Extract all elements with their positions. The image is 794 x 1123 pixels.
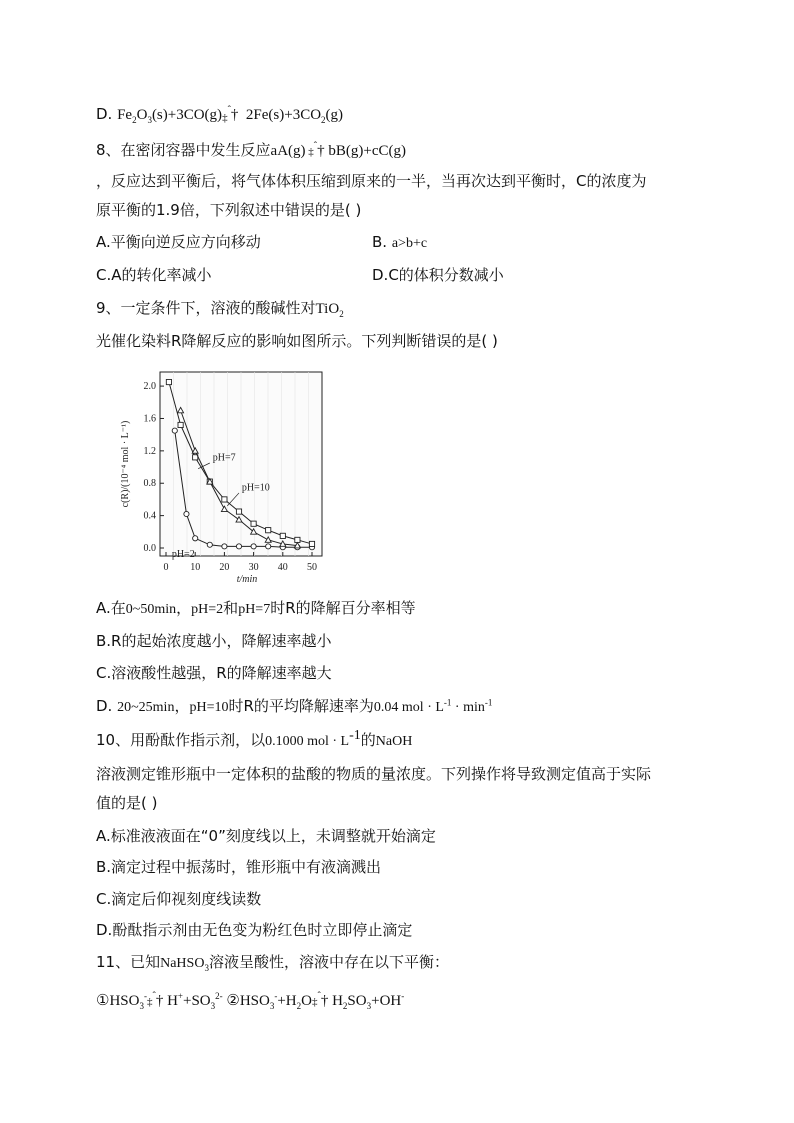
data-point (236, 509, 241, 514)
data-point (184, 511, 189, 516)
x-tick-label: 40 (277, 562, 288, 573)
question-8-option-c: C.A的转化率减小 (96, 266, 212, 284)
data-point (309, 541, 314, 546)
question-9-line2: 光催化染料R降解反应的影响如图所示。下列判断错误的是( ) (96, 332, 498, 350)
degradation-chart (112, 364, 332, 592)
data-point (178, 422, 183, 427)
data-point (166, 379, 171, 384)
question-9-option-c: C.溶液酸性越强，R的降解速率越大 (96, 664, 332, 682)
data-point (266, 544, 271, 549)
data-point (251, 521, 256, 526)
question-9-option-a: A.在0~50min，pH=2和pH=7时R的降解百分率相等 (96, 599, 416, 617)
x-tick-label: 20 (219, 562, 230, 573)
x-axis-label: t/min (236, 574, 258, 585)
option-d-prefix: D. (96, 105, 118, 123)
question-10-option-c: C.滴定后仰视刻度线读数 (96, 890, 262, 908)
question-8-text: 8、在密闭容器中发生反应 (96, 141, 271, 159)
data-point (207, 542, 212, 547)
question-9: 9、一定条件下，溶液的酸碱性对TiO$_2$ (96, 299, 344, 319)
tio2-formula: TiO$_2$ (315, 301, 344, 319)
question-10-line2: 溶液测定锥形瓶中一定体积的盐酸的物质的量浓度。下列操作将导致测定值高于实际 (96, 765, 652, 783)
question-8-option-b: B. a>b+c (372, 233, 428, 251)
data-point (222, 497, 227, 502)
question-11-equilibria: $①HSO_3^-\ddagger^ˆ\dagger$ $H^++SO_3^{2-}$ $②HSO_3^-+H_2O\ddagger^ˆ\dagger$ $H_2SO_3+OH^-$ (96, 991, 405, 1011)
data-point (222, 544, 227, 549)
series-label-ph10: pH=10 (241, 482, 270, 494)
question-10-line3: 值的是( ) (96, 794, 158, 812)
question-10: 10、用酚酞作指示剂，以0.1000 mol · $L^{-1}$的NaOH (96, 728, 413, 749)
option-d-line (96, 100, 343, 129)
equation-fe2o3: $Fe_2O_3(s)+3CO(g)\ddagger^ˆ\dagger$ $2Fe(s)+3CO_2(g)$ (117, 105, 344, 125)
question-8-line2: ，反应达到平衡后，将气体体积压缩到原来的一半，当再次达到平衡时，C的浓度为 (96, 172, 647, 190)
question-8-equation: aA(g) ‡$^ˆ$† bB(g)+cC(g) (270, 141, 406, 159)
data-point (172, 428, 177, 433)
data-point (236, 544, 241, 549)
data-point (193, 536, 198, 541)
y-tick-label: 2.0 (143, 381, 156, 393)
question-8-line3: 原平衡的1.9倍，下列叙述中错误的是( ) (96, 201, 362, 219)
question-8 (96, 136, 406, 163)
y-tick-label: 1.6 (143, 413, 156, 425)
x-tick-label: 50 (307, 562, 317, 573)
question-10-option-a: A.标准液液面在“0”刻度线以上，未调整就开始滴定 (96, 827, 436, 845)
question-10-option-b: B.滴定过程中振荡时，锥形瓶中有液滴溅出 (96, 858, 382, 876)
data-point (266, 528, 271, 533)
series-label-ph2: pH=2 (171, 548, 195, 560)
data-point (280, 533, 285, 538)
series-label-ph7: pH=7 (212, 452, 236, 464)
x-tick-label: 0 (163, 562, 169, 573)
data-point (251, 544, 256, 549)
y-tick-label: 0.8 (143, 478, 156, 490)
x-tick-label: 30 (248, 562, 259, 573)
y-axis-label: c(R)/(10⁻⁴ mol · L⁻¹) (120, 420, 131, 508)
question-9-option-b: B.R的起始浓度越小，降解速率越小 (96, 632, 332, 650)
x-tick-label: 10 (190, 562, 201, 573)
y-tick-label: 0.0 (143, 543, 156, 554)
question-8-option-a: A.平衡向逆反应方向移动 (96, 233, 261, 251)
y-tick-label: 1.2 (143, 445, 156, 457)
question-10-option-d: D.酚酞指示剂由无色变为粉红色时立即停止滴定 (96, 921, 413, 939)
y-tick-label: 0.4 (143, 510, 156, 522)
question-11: 11、已知NaHSO$_3$溶液呈酸性，溶液中存在以下平衡： (96, 953, 449, 973)
question-9-option-d: D. 20~25min，pH=10时R的平均降解速率为0.04 mol · $L^{-1} \cdot \min^{-1}$ (96, 697, 493, 715)
question-8-option-d: D.C的体积分数减小 (372, 266, 504, 284)
